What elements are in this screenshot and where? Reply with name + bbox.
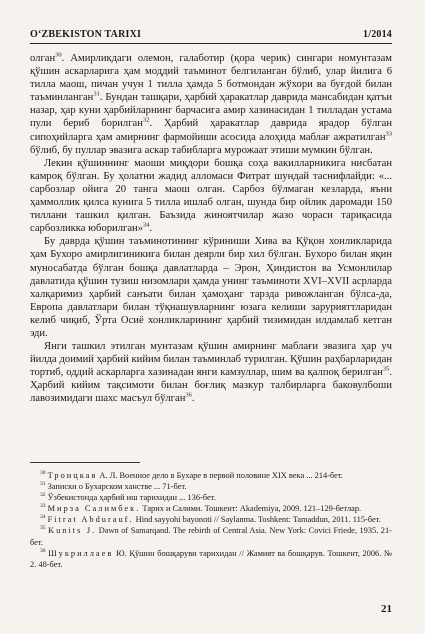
text-run: . Ҳарбий кийим тақсимоти билан боғлиқ мазкур талбирларга баковулбоши лавозимидаги шахс масъул бўлган (30, 367, 392, 405)
footnote (30, 492, 392, 503)
footnote-text: Hind sayyohi bayonoti // Saylanma. Toshkent: Tamaddun, 2011. 115-бет. (133, 515, 381, 525)
footnote-number: 30 (40, 470, 46, 477)
footnotes (30, 470, 392, 570)
footnote-number: 36 (40, 547, 46, 554)
footnote-ref: 35 (382, 365, 390, 373)
paragraph (30, 235, 392, 340)
footnote-author: Мирза Салимбек. (47, 504, 141, 514)
text-run: . Ҳарбий ҳаракатлар даврида ярадор бўлган сипоҳийларга ҳам амирнинг фармойиши асосида алоҳида маблағ ажратилган (30, 118, 393, 143)
text-run: . (149, 223, 153, 235)
journal-title: O‘ZBEKISTON TARIXI (30, 29, 142, 40)
footnote-ref: 30 (55, 51, 62, 59)
paragraph (30, 52, 392, 157)
footnote (30, 548, 392, 570)
footnote-ref: 34 (143, 221, 150, 229)
footnote (30, 525, 392, 547)
footnote-author: Kunits J. (48, 526, 97, 536)
footnote-number: 33 (40, 503, 46, 510)
paragraph (30, 157, 392, 236)
footnote (30, 514, 392, 525)
footnote-author: Троицкая (47, 471, 98, 480)
footnote-number: 32 (40, 492, 46, 499)
issue-number: 1/2014 (363, 29, 392, 40)
footnote-ref: 33 (385, 130, 392, 138)
text-run: . Амирликдаги олемон, галаботир (қора черик) сингари номунтазам қўшин аскарларига ҳам моддий таъминот белгиланган бўлиб, улар йилига 6 тилла маош, пичан учун 1 тилла ҳамда 5 ботмондан жўхори ва буғдой билан таъминланган (30, 53, 392, 104)
footnote-text: Тарих и Салими. Тошкент: Akademiya, 2009. 121–129-бетлар. (140, 504, 362, 514)
footnote-ref: 32 (142, 116, 150, 124)
footnote-text: Dawn of Samarqand. The rebirth of Central Asia. New York: Covici Friede, 1935. 21-бет. (30, 526, 392, 547)
text-run: бўлиб, бу пуллар эвазига аскар табибларга мурожаат этиши мумкин бўлган. (30, 144, 373, 156)
text-run: Янги ташкил этилган мунтазам қўшин амирнинг маблағи эвазига ҳар уч йилда доимий ҳарбий кийим билан таъминлаб турилган. Қўшин раҳбарларидан тортиб, оддий аскарларга хазинадан янги камзуллар, шим ва қалпоқ берилган (30, 341, 392, 379)
footnote (30, 503, 392, 514)
text-run: Лекин қўшиннинг маоши миқдори бошқа соҳа вакилларникига нисбатан камроқ бўлган. Бу ҳолатни жадид алломаси Фитрат шундай таснифлайди: «... сарбозлар ойига 20 танга маош олган. Сарбоз бўлмаган кезларда, яъни ҳаммоллик қилса кунига 5 тилла ишлаб олган, шунда бир ойлик даромади 150 тиллани ташкил қилган. Баъзида жиноятчилар жазо чораси тариқасида сарбозликка юборилган» (30, 157, 392, 235)
running-header (30, 29, 392, 40)
footnote-author: Шукриллаев (48, 548, 114, 558)
footnote-ref: 36 (185, 391, 192, 399)
footnote-ref: 31 (93, 90, 100, 98)
body-text (30, 52, 392, 406)
footnote-number: 35 (40, 525, 46, 532)
footnote-separator (30, 462, 140, 463)
text-run: . Бундан ташқари, ҳарбий ҳаракатлар даврида мансабидан қатъи назар, ҳар куни ҳарбийларнинг барчасига амир хазинасидан 1 тилладан устама пули бериб борилган (30, 92, 392, 130)
footnote-text: Ю. Қўшин бошқаруви тарихидан // Жамият ва бошқарув. Тошкент, 2006. № 2. 48-бет. (30, 548, 392, 569)
paragraph (30, 340, 392, 405)
footnote-text: Ўзбекистонда ҳарбий иш тарихидан ... 136-бет. (47, 493, 216, 503)
footnote-text: А. Л. Военное дело в Бухаре в первой половине XIX века ... 214-бет. (97, 471, 343, 480)
footnote-text: Записки о Бухарском ханстве ... 71-бет. (47, 482, 187, 492)
header-rule (30, 43, 392, 44)
page-number: 21 (381, 603, 392, 615)
footnote-number: 31 (40, 481, 46, 488)
footnote (30, 481, 392, 492)
text-run: олган (30, 53, 56, 64)
footnote (30, 470, 392, 481)
footnote-number: 34 (40, 514, 46, 521)
text-run: . (191, 393, 195, 405)
text-run: Бу даврда қўшин таъминотининг кўриниши Хива ва Қўқон хонликларида ҳам Бухоро амирлигиникига билан деярли бир хил бўлган. Бухоро билан яқин муносабатда бўлган бошқа давлатларда – Эрон, Ҳиндистон ва Усмонлилар давлатида қўшин тузиш низомлари ҳамда унинг таъминоти XVI–XVII асрларда халқаримиз ҳарбий санъати билан ҳамоҳанг тарзда ривожланган бўлса-да, Европа давлатлари билан тўқнашувларнинг юзага келиши зарурияттларидан келиб чиқиб, Ўрта Осиё хонликларининг ҳарбий тизимидан илдамлаб кетган эди. (30, 236, 392, 339)
footnote-author: Fitrat Abdurauf. (47, 515, 134, 525)
